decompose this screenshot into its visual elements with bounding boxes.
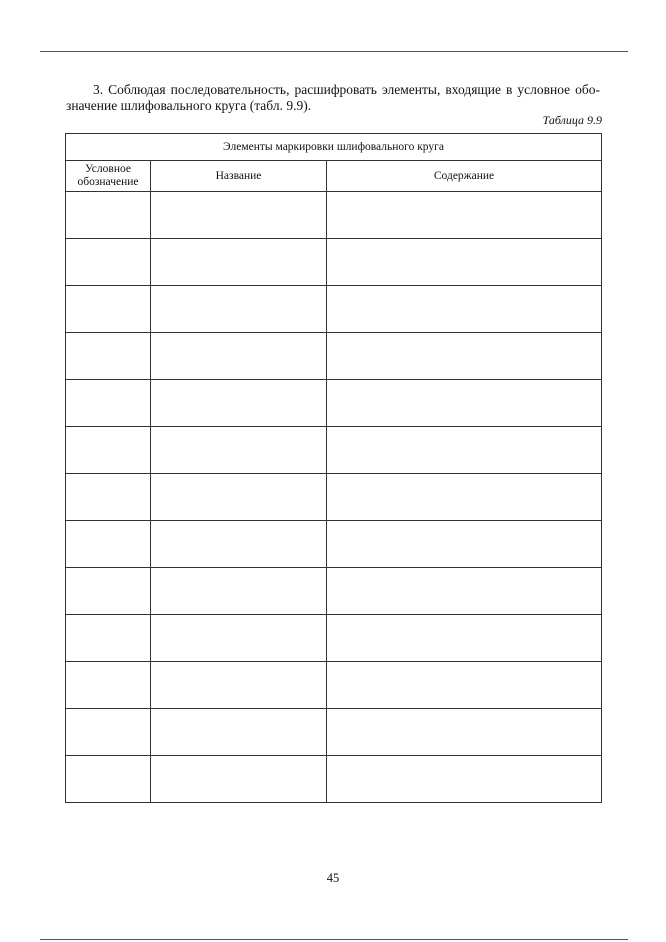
name-cell[interactable] (151, 662, 327, 709)
designation-cell[interactable] (66, 709, 151, 756)
name-cell[interactable] (151, 427, 327, 474)
table-row (66, 239, 602, 286)
column-header-name: Название (151, 161, 327, 192)
task-paragraph (66, 82, 600, 114)
content-cell[interactable] (327, 709, 602, 756)
table-row (66, 615, 602, 662)
content-cell[interactable] (327, 662, 602, 709)
designation-cell[interactable] (66, 662, 151, 709)
name-cell[interactable] (151, 333, 327, 380)
table-row (66, 662, 602, 709)
name-cell[interactable] (151, 756, 327, 803)
column-header-designation: Условное обозначение (66, 161, 151, 192)
name-cell[interactable] (151, 239, 327, 286)
designation-cell[interactable] (66, 568, 151, 615)
designation-cell[interactable] (66, 286, 151, 333)
designation-cell[interactable] (66, 192, 151, 239)
designation-cell[interactable] (66, 239, 151, 286)
table-row (66, 521, 602, 568)
designation-cell[interactable] (66, 333, 151, 380)
table-row (66, 192, 602, 239)
name-cell[interactable] (151, 709, 327, 756)
table-body (66, 192, 602, 803)
table-row (66, 286, 602, 333)
table-row (66, 756, 602, 803)
designation-cell[interactable] (66, 521, 151, 568)
table-row (66, 568, 602, 615)
task-line-1: 3. Соблюдая последовательность, расшифровать элементы, входящие в условное обо- (93, 82, 600, 97)
content-cell[interactable] (327, 568, 602, 615)
content-cell[interactable] (327, 474, 602, 521)
content-cell[interactable] (327, 427, 602, 474)
name-cell[interactable] (151, 521, 327, 568)
designation-cell[interactable] (66, 427, 151, 474)
content-cell[interactable] (327, 615, 602, 662)
table-caption: Таблица 9.9 (542, 113, 602, 127)
name-cell[interactable] (151, 380, 327, 427)
content-cell[interactable] (327, 192, 602, 239)
designation-cell[interactable] (66, 474, 151, 521)
bottom-rule (40, 939, 628, 940)
content-cell[interactable] (327, 286, 602, 333)
content-cell[interactable] (327, 756, 602, 803)
top-rule (40, 51, 628, 52)
name-cell[interactable] (151, 474, 327, 521)
table-title: Элементы маркировки шлифовального круга (66, 134, 602, 161)
table-row (66, 474, 602, 521)
name-cell[interactable] (151, 615, 327, 662)
marking-table (65, 133, 602, 803)
table-row (66, 709, 602, 756)
task-line-2: значение шлифовального круга (табл. 9.9). (66, 98, 312, 113)
designation-cell[interactable] (66, 380, 151, 427)
content-cell[interactable] (327, 239, 602, 286)
table-row (66, 427, 602, 474)
content-cell[interactable] (327, 380, 602, 427)
table-row (66, 380, 602, 427)
name-cell[interactable] (151, 192, 327, 239)
content-cell[interactable] (327, 521, 602, 568)
table-row (66, 333, 602, 380)
name-cell[interactable] (151, 286, 327, 333)
content-cell[interactable] (327, 333, 602, 380)
name-cell[interactable] (151, 568, 327, 615)
designation-cell[interactable] (66, 756, 151, 803)
page-number: 45 (326, 871, 340, 885)
designation-cell[interactable] (66, 615, 151, 662)
column-header-content: Содержание (327, 161, 602, 192)
